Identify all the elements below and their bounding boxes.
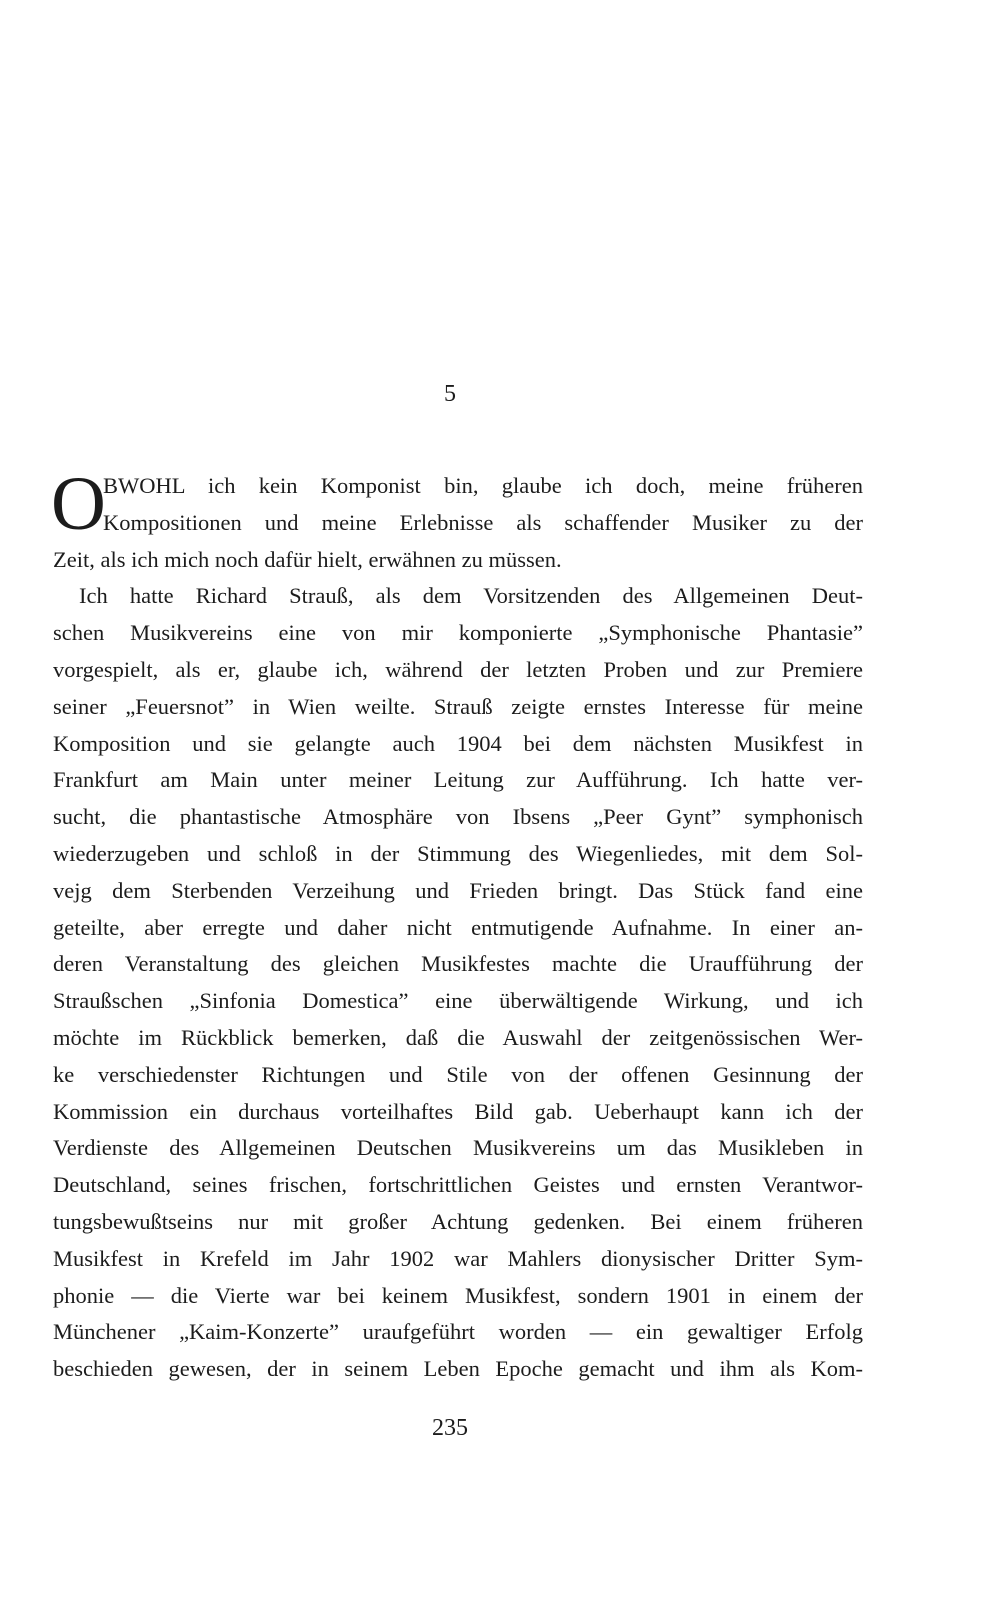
text-line: Verdienste des Allgemeinen Deutschen Musikvereins um das Musikleben in	[53, 1135, 863, 1161]
text-line: BWOHL ich kein Komponist bin, glaube ich doch, meine früheren	[103, 473, 863, 498]
text-line: Kommission ein durchaus vorteilhaftes Bild gab. Ueberhaupt kann ich der	[53, 1098, 863, 1124]
text-line: Zeit, als ich mich noch dafür hielt, erwähnen zu müssen.	[53, 546, 562, 572]
text-line: vejg dem Sterbenden Verzeihung und Frieden bringt. Das Stück fand eine	[53, 877, 863, 903]
text-line: Münchener „Kaim-Konzerte” uraufgeführt worden — ein gewaltiger Erfolg	[53, 1319, 863, 1345]
text-line: wiederzugeben und schloß in der Stimmung des Wiegenliedes, mit dem Sol-	[53, 840, 863, 866]
text-line: Straußschen „Sinfonia Domestica” eine überwältigende Wirkung, und ich	[53, 988, 863, 1014]
text-line: möchte im Rückblick bemerken, daß die Auswahl der zeitgenössischen Wer-	[53, 1024, 863, 1050]
text-line: vorgespielt, als er, glaube ich, während der letzten Proben und zur Premiere	[53, 656, 863, 682]
page-number: 235	[432, 1415, 468, 1441]
text-line: sucht, die phantastische Atmosphäre von Ibsens „Peer Gynt” symphonisch	[53, 804, 863, 830]
text-line: deren Veranstaltung des gleichen Musikfestes machte die Uraufführung der	[53, 951, 863, 977]
text-line: seiner „Feuersnot” in Wien weilte. Strauß zeigte ernstes Interesse für meine	[53, 693, 863, 719]
text-line: Ich hatte Richard Strauß, als dem Vorsitzenden des Allgemeinen Deut-	[79, 583, 863, 609]
text-line: Deutschland, seines frischen, fortschrittlichen Geistes und ernsten Verantwor-	[53, 1172, 863, 1198]
body-text	[51, 462, 863, 1388]
text-line: Kompositionen und meine Erlebnisse als schaffender Musiker zu der	[103, 509, 863, 535]
text-line: geteilte, aber erregte und daher nicht entmutigende Aufnahme. In einer an-	[53, 914, 863, 940]
text-line: schen Musikvereins eine von mir komponierte „Symphonische Phantasie”	[53, 620, 863, 646]
text-line: tungsbewußtseins nur mit großer Achtung gedenken. Bei einem früheren	[53, 1208, 863, 1234]
drop-cap: O	[51, 462, 106, 546]
text-line: ke verschiedenster Richtungen und Stile von der offenen Gesinnung der	[53, 1061, 863, 1087]
text-line: phonie — die Vierte war bei keinem Musikfest, sondern 1901 in einem der	[53, 1282, 863, 1308]
text-line: beschieden gewesen, der in seinem Leben Epoche gemacht und ihm als Kom-	[53, 1356, 863, 1382]
chapter-number: 5	[444, 381, 456, 407]
text-line: Musikfest in Krefeld im Jahr 1902 war Mahlers dionysischer Dritter Sym-	[53, 1245, 863, 1271]
text-line: Komposition und sie gelangte auch 1904 bei dem nächsten Musikfest in	[53, 730, 863, 756]
text-line: Frankfurt am Main unter meiner Leitung zur Aufführung. Ich hatte ver-	[53, 767, 863, 793]
